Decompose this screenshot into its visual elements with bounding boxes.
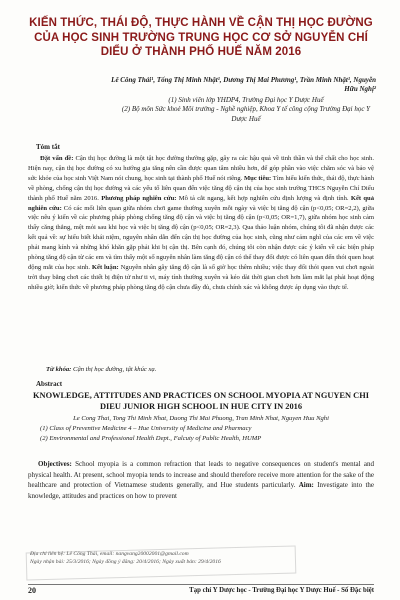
- en-objectives-lead: Objectives:: [38, 460, 72, 468]
- keywords: [46, 365, 392, 375]
- en-aim-lead: Aim:: [298, 481, 314, 489]
- affiliations-english: [40, 424, 380, 443]
- authors-english: Le Cong Thai, Tong Thi Minh Nhat, Duong Thi Mai Phuong, Tran Minh Nhat, Nguyen Huu Nghi: [73, 415, 329, 422]
- summary-text: Cận thị học đường là một tật học đường thường gặp, gây ra các hậu quả về tinh thần và thể chất cho học sinh. Hiện nay, cận thị học đường có xu hướng gia tăng nên cần được quan tâm nhiều hơn, để góp phần vào việc chăm sóc và bảo vệ sức khỏe của học sinh Việt Nam nói chung, học sinh tại thành phố Huế nói riêng.: [28, 155, 374, 182]
- abstract-body-english: [28, 459, 374, 501]
- objective-text: Tìm hiểu kiến thức, thái độ, thực hành về phòng, chống cận thị học đường và các yếu tố liên quan đến việc tăng độ cận thị của học sinh trường THCS Nguyễn Chí Diểu thành phố Huế năm 2016.: [28, 174, 374, 202]
- authors-vietnamese: Lê Công Thái¹, Tống Thị Minh Nhật¹, Dương Thị Mai Phương¹, Trần Minh Nhật¹, Nguyễn Hữu Nghị²: [111, 76, 376, 93]
- summary-body: [28, 154, 374, 293]
- keywords-lead: Từ khóa:: [46, 366, 72, 373]
- abstract-heading: Abstract: [36, 380, 63, 388]
- paper-title-vietnamese: KIẾN THỨC, THÁI ĐỘ, THỰC HÀNH VỀ CẬN THỊ HỌC ĐƯỜNG CỦA HỌC SINH TRƯỜNG TRUNG HỌC CƠ SỞ NGUYỄN CHÍ DIỂU Ở THÀNH PHỐ HUẾ NĂM 2016: [29, 17, 373, 58]
- journal-name: Tạp chí Y Dược học - Trường Đại học Y Dược Huế - Số Đặc biệt: [189, 587, 374, 594]
- results-text: Có các mối liên quan giữa nhóm chơi game thường xuyên mỗi ngày và việc bị tăng độ cận (p<0,05; OR=2,2), giữa việc nêu ý kiến về các phương pháp phòng chống tăng độ cận và việc bị tăng độ cận (p<0,05; OR=1,7), giữa nhóm học sinh cảm thấy căng thẳng, mệt mỏi sau khi học và việc bị tăng độ cận (p<0,05; OR=2,3). Qua thảo luận nhóm, chúng tôi đã nhận được các kết quả về: sự hiểu biết khái niệm, nguyên nhân dẫn đến cận thị học đường của học sinh, cũng như cảm nghĩ của các em về việc phải mang kính và những khó khăn gặp phải khi bị cận thị. Bên cạnh đó, chúng tôi còn nhận được các ý kiến về các biện pháp phòng tăng độ cận từ các em và tìm thấy một số nguyên nhân làm tăng độ cận có thể thay đổi được có liên quan đến thói quen hoạt động mắt của học sinh.: [28, 204, 375, 271]
- affiliations-vietnamese: [116, 96, 376, 124]
- en-aim-text: Investigate into the knowledge, attitudes and practices on how to prevent: [28, 481, 375, 500]
- footnote-contact: Địa chỉ liên hệ: Lê Công Thái, email: nangvang20002001@gmail.com: [30, 551, 189, 557]
- conclusion-text: Nguyên nhân gây tăng độ cận là số giờ học thêm nhiều; việc thay đổi thói quen vui chơi ngoài trời thay bằng chơi các thiết bị điện tử như ti vi, máy tính thường xuyên và kéo dài thời gian chơi hơn làm mắt lại phải hoạt động nhiều giờ; kiến thức về phương pháp phòng tăng độ cận chưa đầy đủ, chưa chính xác và không được áp dụng vào thực tế.: [28, 263, 374, 291]
- summary-heading: Tóm tắt: [36, 143, 60, 151]
- paper-title-english: KNOWLEDGE, ATTITUDES AND PRACTICES ON SCHOOL MYOPIA AT NGUYEN CHI DIEU JUNIOR HIGH SCHOOL IN HUE CITY IN 2016: [33, 391, 369, 411]
- results-lead: Kết quả nghiên cứu:: [28, 194, 375, 212]
- keywords-text: Cận thị học đường, tật khúc xạ.: [73, 366, 157, 373]
- en-objectives-text: School myopia is a common refraction that leads to negative consequences on student's mental and physical health. At present, school myopia tends to increase and should therefore receive more attention for the sake of the healthcare and protection of Vietnamese students generally, and Hue students particularly.: [28, 460, 375, 489]
- summary-lead: Đặt vấn đề:: [40, 155, 74, 162]
- affiliation-en-1: (1) Class of Preventive Medicine 4 – Hue University of Medicine and Pharmacy: [40, 425, 252, 432]
- conclusion-lead: Kết luận:: [91, 263, 119, 271]
- affiliation-en-2: (2) Environmental and Professional Health Dept., Falcuty of Public Health, HUMP: [40, 434, 262, 442]
- footnote-dates: Ngày nhận bài: 25/3/2016; Ngày đồng ý đăng: 20/4/2016; Ngày xuất bản: 29/4/2016: [30, 559, 221, 565]
- affiliation-1: (1) Sinh viên lớp YHDP4, Trường Đại học Y Dược Huế: [168, 96, 324, 104]
- methods-text: Mô tả cắt ngang, kết hợp nghiên cứu định lượng và định tính.: [178, 194, 349, 202]
- objective-lead: Mục tiêu:: [243, 174, 272, 182]
- page-number: 20: [28, 586, 36, 595]
- methods-lead: Phương pháp nghiên cứu:: [101, 194, 177, 202]
- footnote: [30, 550, 290, 566]
- footer-rule: [28, 584, 374, 585]
- affiliation-2: (2) Bộ môn Sức khoẻ Môi trường - Nghề nghiệp, Khoa Y tế công cộng Trường Đại học Y Dược Huế: [121, 105, 371, 123]
